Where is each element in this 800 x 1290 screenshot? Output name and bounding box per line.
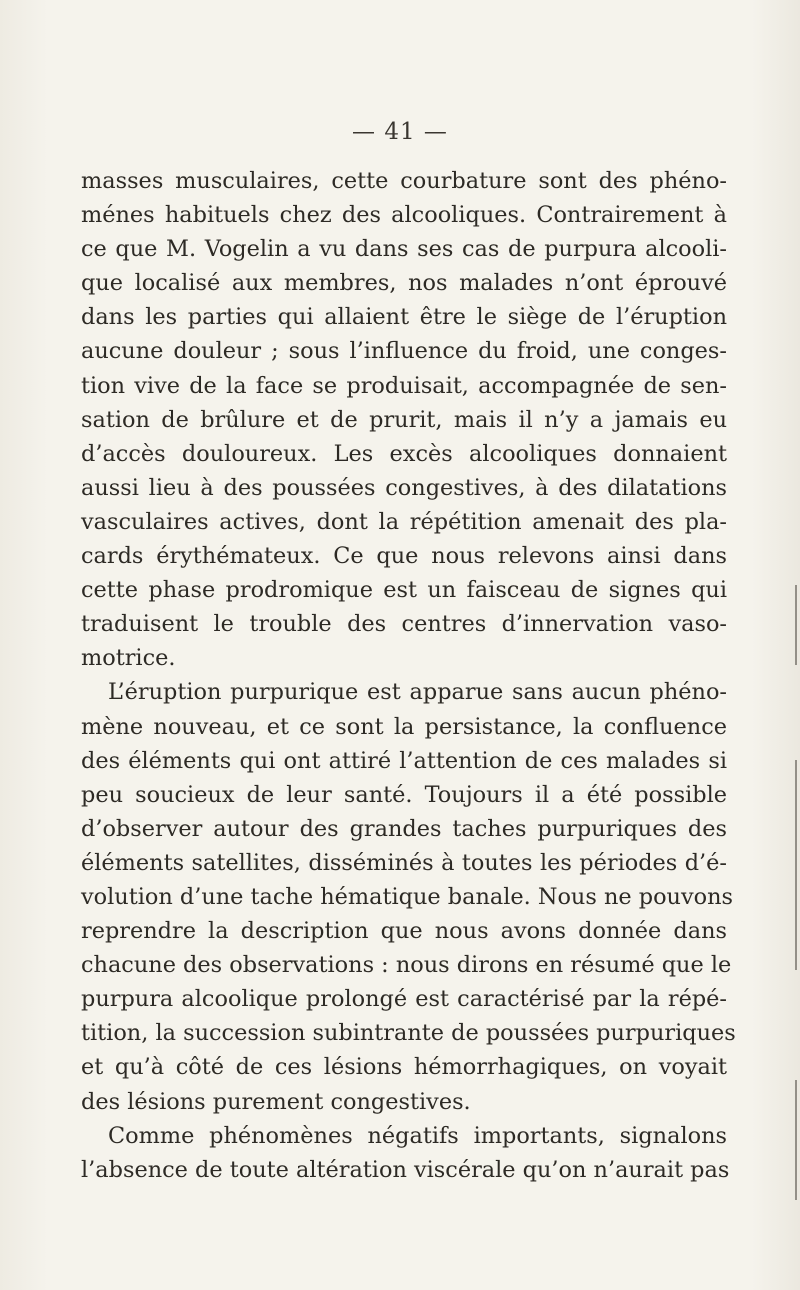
text-line-paragraph-start: L’éruption purpurique est apparue sans aucun phéno- (108, 679, 727, 706)
text-line: volution d’une tache hématique banale. Nous ne pouvons (81, 883, 734, 910)
text-line: ménes habituels chez des alcooliques. Contrairement à (81, 202, 727, 229)
page-edge-shadow (795, 1080, 797, 1200)
text-line: chacune des observations : nous dirons en résumé que le (81, 952, 732, 979)
text-line: et qu’à côté de ces lésions hémorrhagiques, on voyait (81, 1054, 727, 1081)
text-line: aucune douleur ; sous l’influence du froid, une conges- (81, 338, 727, 365)
text-line-paragraph-end: motrice. (81, 645, 176, 672)
text-line-paragraph-end: des lésions purement congestives. (81, 1088, 471, 1115)
text-line: l’absence de toute altération viscérale qu’on n’aurait pas (81, 1156, 730, 1183)
text-line: ce que M. Vogelin a vu dans ses cas de purpura alcooli- (81, 236, 727, 263)
text-line: tition, la succession subintrante de poussées purpuriques (81, 1020, 736, 1047)
text-line: que localisé aux membres, nos malades n’ont éprouvé (81, 270, 727, 297)
body-text (81, 164, 736, 1187)
text-line: éléments satellites, disséminés à toutes les périodes d’é- (81, 849, 727, 876)
page-edge-shadow (795, 760, 797, 970)
text-line: vasculaires actives, dont la répétition amenait des pla- (81, 508, 727, 535)
text-line: d’accès douloureux. Les excès alcooliques donnaient (81, 440, 727, 467)
text-line: cette phase prodromique est un faisceau de signes qui (81, 577, 727, 604)
text-line: masses musculaires, cette courbature sont des phéno- (81, 168, 727, 194)
text-line: tion vive de la face se produisait, accompagnée de sen- (81, 372, 727, 399)
text-line: reprendre la description que nous avons donnée dans (81, 918, 727, 945)
text-line: d’observer autour des grandes taches purpuriques des (81, 815, 727, 842)
page-number: — 41 — (352, 119, 448, 145)
text-line: des éléments qui ont attiré l’attention de ces malades si (81, 747, 727, 774)
text-line: sation de brûlure et de prurit, mais il n’y a jamais eu (81, 406, 727, 433)
text-line: cards érythémateux. Ce que nous relevons ainsi dans (81, 543, 727, 570)
page-edge-shadow (795, 585, 797, 665)
text-line: aussi lieu à des poussées congestives, à des dilatations (81, 474, 727, 501)
text-line: dans les parties qui allaient être le siège de l’éruption (81, 304, 727, 331)
text-line: traduisent le trouble des centres d’innervation vaso- (81, 611, 727, 638)
text-line: peu soucieux de leur santé. Toujours il a été possible (81, 781, 727, 808)
text-line-paragraph-start: Comme phénomènes négatifs importants, signalons (108, 1122, 727, 1149)
text-line: purpura alcoolique prolongé est caractérisé par la répé- (81, 986, 727, 1013)
text-line: mène nouveau, et ce sont la persistance, la confluence (81, 713, 727, 740)
